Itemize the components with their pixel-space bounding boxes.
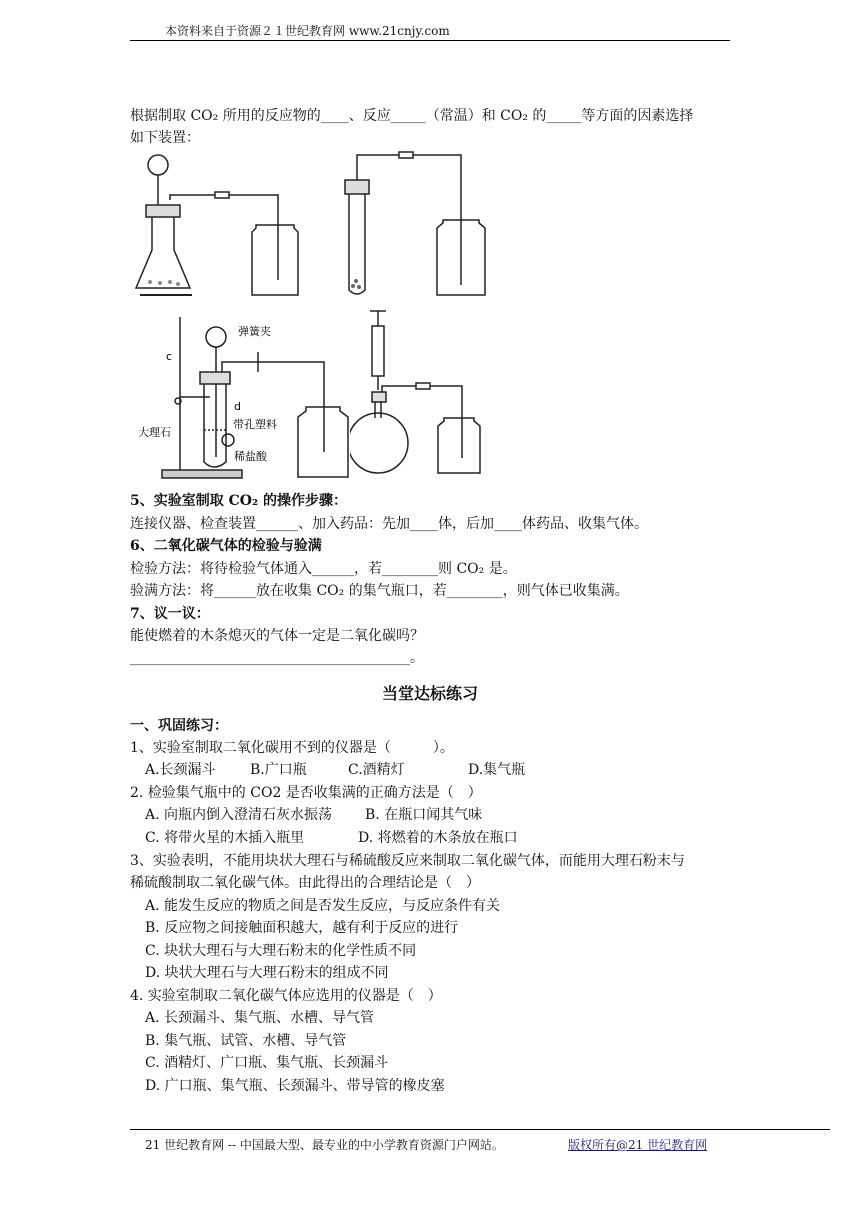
section5-text: 连接仪器、检查装置______、加入药品：先加____体，后加____体药品、收集气体。 [130, 516, 648, 532]
label-spring-clip: 弹簧夹 [238, 325, 271, 338]
page-header [130, 22, 730, 39]
footer-rule [130, 1129, 830, 1130]
question-4-option-b: B. 集气瓶、试管、水槽、导气管 [145, 1033, 347, 1049]
apparatus-figure-2 [335, 150, 505, 300]
section6-heading: 6、二氧化碳气体的检验与验满 [130, 538, 322, 554]
apparatus-figure-3 [130, 312, 360, 482]
section7-question: 能使燃着的木条熄灭的气体一定是二氧化碳吗？ [130, 628, 424, 644]
section7-answer-line: ________________________________________。 [130, 650, 424, 666]
question-1-option-d: D.集气瓶 [468, 762, 526, 778]
question-2-option-c: C. 将带火星的木插入瓶里 [145, 830, 305, 846]
label-c: c [166, 350, 173, 363]
question-3-option-b: B. 反应物之间接触面积越大，越有利于反应的进行 [145, 920, 459, 936]
practice-part-heading: 一、巩固练习： [130, 718, 228, 734]
section7-heading: 7、议一议： [130, 606, 210, 622]
practice-title: 当堂达标练习 [381, 684, 478, 703]
question-4-option-d: D. 广口瓶、集气瓶、长颈漏斗、带导管的橡皮塞 [145, 1078, 445, 1094]
question-3-option-a: A. 能发生反应的物质之间是否发生反应，与反应条件有关 [145, 898, 501, 914]
footer-copyright-link[interactable]: 版权所有@21 世纪教育网 [568, 1138, 708, 1152]
question-4-stem: 4. 实验室制取二氧化碳气体应选用的仪器是（ ） [130, 988, 442, 1004]
header-source: 本资料来自于资源２１世纪教育网 www.21cnjy.com [165, 24, 450, 38]
apparatus-figure-1 [130, 150, 310, 300]
question-1-option-b: B.广口瓶 [250, 762, 307, 778]
question-3-option-d: D. 块状大理石与大理石粉末的组成不同 [145, 965, 389, 981]
label-d: d [234, 400, 241, 413]
intro-line-2: 如下装置： [130, 130, 200, 146]
question-3-stem-2: 稀硫酸制取二氧化碳气体。由此得出的合理结论是（ ） [130, 875, 480, 891]
question-2-option-b: B. 在瓶口闻其气味 [365, 807, 483, 823]
label-plastic: 带孔塑料 [233, 418, 277, 431]
header-rule [130, 40, 730, 41]
intro-line-1: 根据制取 CO₂ 所用的反应物的____、反应_____（常温）和 CO₂ 的_____等方面的因素选择 [130, 108, 694, 124]
question-1-option-c: C.酒精灯 [348, 762, 405, 778]
question-2-stem: 2. 检验集气瓶中的 CO2 是否收集满的正确方法是（ ） [130, 785, 482, 801]
section5-heading: 5、实验室制取 CO₂ 的操作步骤： [130, 493, 347, 509]
section6-full: 验满方法：将______放在收集 CO₂ 的集气瓶口，若________，则气体已收集满。 [130, 583, 629, 599]
question-1-stem: 1、实验室制取二氧化碳用不到的仪器是（ ）。 [130, 740, 454, 756]
question-1-option-a: A.长颈漏斗 [145, 762, 216, 778]
question-4-option-a: A. 长颈漏斗、集气瓶、水槽、导气管 [145, 1010, 375, 1026]
apparatus-figure-4 [350, 308, 500, 478]
label-acid: 稀盐酸 [234, 450, 267, 463]
section6-check: 检验方法：将待检验气体通入______，若________则 CO₂ 是。 [130, 561, 517, 577]
question-2-option-a: A. 向瓶内倒入澄清石灰水振荡 [145, 807, 333, 823]
question-4-option-c: C. 酒精灯、广口瓶、集气瓶、长颈漏斗 [145, 1055, 389, 1071]
question-2-option-d: D. 将燃着的木条放在瓶口 [358, 830, 518, 846]
question-3-stem: 3、实验表明，不能用块状大理石与稀硫酸反应来制取二氧化碳气体，而能用大理石粉末与 [130, 853, 685, 869]
footer-text: 21 世纪教育网 -- 中国最大型、最专业的中小学教育资源门户网站。 [145, 1138, 504, 1152]
label-marble: 大理石 [138, 426, 171, 439]
question-3-option-c: C. 块状大理石与大理石粉末的化学性质不同 [145, 943, 417, 959]
